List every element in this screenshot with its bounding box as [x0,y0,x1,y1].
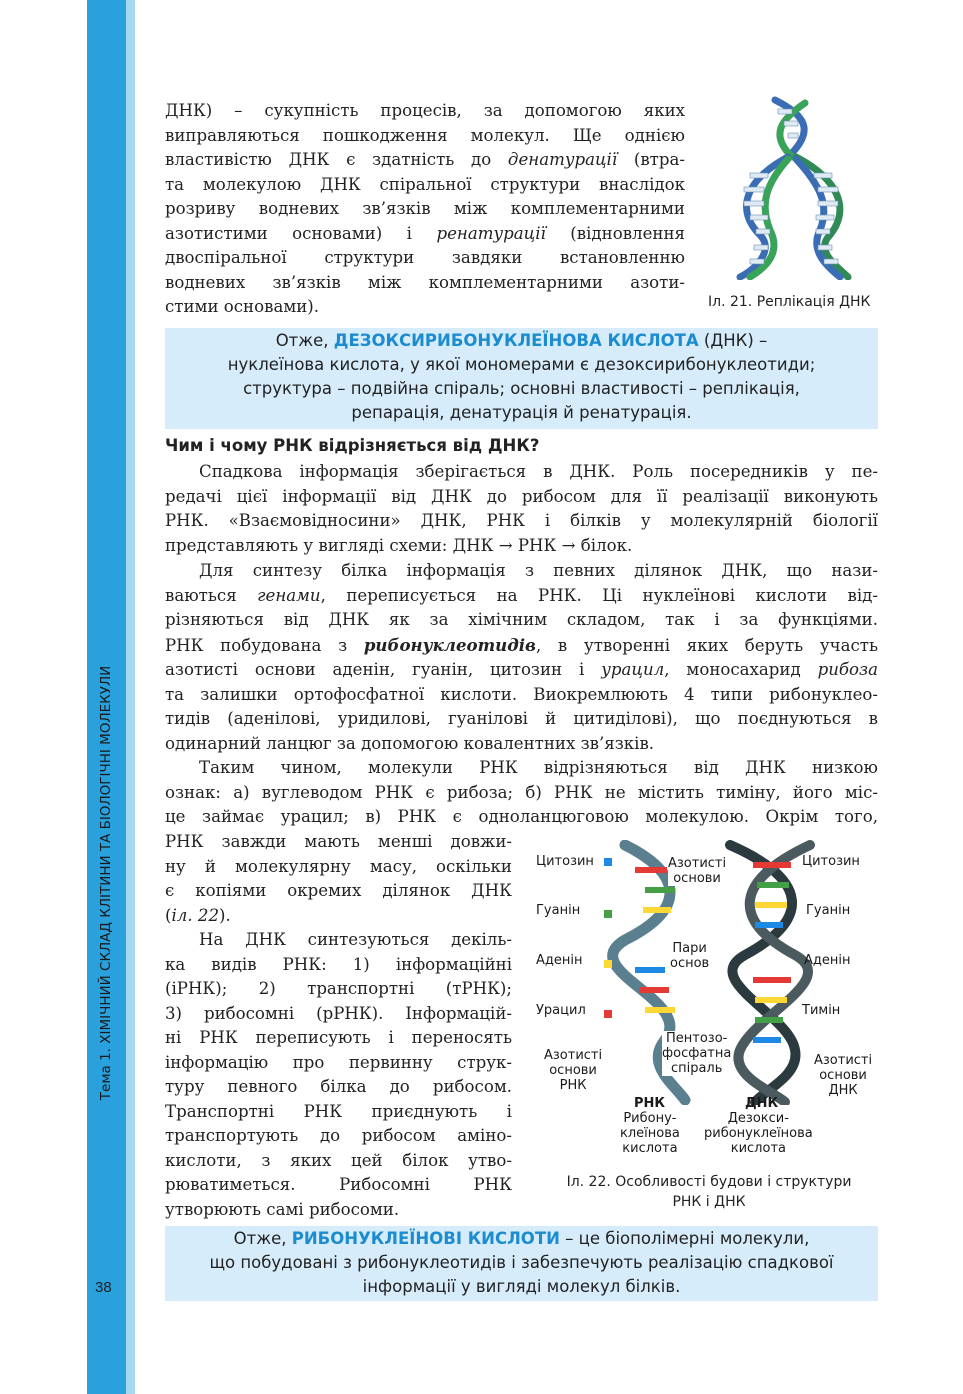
topic-title: Тема 1. ХІМІЧНИЙ СКЛАД КЛІТИНИ ТА БІОЛОГІЧНІ МОЛЕКУЛИ [98,665,114,1101]
rna-description: Рибону- клеїнова кислота [620,1111,680,1156]
rna-base-guanine: Гуанін [536,903,581,918]
guanine-color-icon [604,910,612,918]
paragraph-3-continued: РНК завжди мають менші довжи- ну й молекулярну масу, оскільки є копіями окремих ділянок ДНК (іл. 22). [165,832,512,925]
dna-bases-note: Азотисті основи ДНК [814,1053,873,1098]
fig22-caption: Іл. 22. Особливості будови і структури РНК і ДНК [566,1174,852,1210]
page-number: 38 [95,1279,112,1296]
dna-base-adenine: Аденін [804,953,851,968]
top-paragraph: ДНК) – сукупність процесів, за допомогою яких виправляються пошкодження молекул. Ще однією властивістю ДНК є здатність до денатурації (втра- та молекулою ДНК спіральної структури внаслідок розриву водневих зв’язків між комплементарними азотистими основами) і ренатурації (відновлення двоспіральної структури завдяки встановленню водневих зв’язків між комплементарними азоти- стими основами). [165,101,685,316]
dna-base-guanine: Гуанін [806,903,851,918]
rna-title: РНК [634,1096,666,1111]
label-pentose-phosphate: Пентозо- фосфатна спіраль [662,1031,732,1076]
adenine-color-icon [604,960,612,968]
uracil-color-icon [604,1010,612,1018]
paragraph-1: Спадкова інформація зберігається в ДНК. Роль посередників у пе- редачі цієї інформації від ДНК до рибосом для її реалізації виконують РНК. «Взаємовідносини» ДНК, РНК і білків у молекулярній біології представляють у вигляді схеми: ДНК → РНК → білок. [165,462,878,555]
dna-base-cytosine: Цитозин [802,854,860,869]
label-base-pairs: Пари основ [670,941,710,971]
dna-replication-figure [730,95,860,280]
rna-base-cytosine: Цитозин [536,854,594,869]
summary-box-dna: Отже, ДЕЗОКСИРИБОНУКЛЕЇНОВА КИСЛОТА (ДНК) – нуклеїнова кислота, у якої мономерами є дезоксирибонуклеотиди; структура – подвійна спіраль; основні властивості – реплікація, репарація, денатурація й ренатурація. [165,328,878,429]
term-rna: РИБОНУКЛЕЇНОВІ КИСЛОТИ [291,1229,560,1248]
summary-box-rna: Отже, РИБОНУКЛЕЇНОВІ КИСЛОТИ – це біополімерні молекули, що побудовані з рибонуклеотидів і забезпечують реалізацію спадкової інформації у вигляді молекул білків. [165,1226,878,1301]
rna-base-uracil: Урацил [536,1003,586,1018]
paragraph-2: Для синтезу білка інформація з певних ділянок ДНК, що нази- ваються генами, переписується на РНК. Ці нуклеїнові кислоти від- різняються від ДНК як за хімічним складом, так і за функціями. РНК побудована з рибонуклеотидів, в утворенні яких беруть участь азотисті основи аденін, гуанін, цитозин і урацил, моносахарид рибоза та залишки ортофосфатної кислоти. Виокремлюють 4 типи рибонуклео- тидів (аденілові, уридилові, гуанілові й цитиділові), що поєднуються в одинарний ланцюг за допомогою ковалентних зв’язків. [165,561,879,753]
dna-title: ДНК [745,1096,779,1111]
dna-description: Дезокси- рибонуклеїнова кислота [704,1111,813,1156]
label-nitrogen-bases: Азотисті основи [668,856,727,886]
sidebar-band-light [126,0,135,1394]
term-dna: ДЕЗОКСИРИБОНУКЛЕЇНОВА КИСЛОТА [333,331,699,350]
paragraph-3: Таким чином, молекули РНК відрізняються від ДНК низкою ознак: а) вуглеводом РНК є рибоза; б) РНК не містить тиміну, його міс- це займає урацил; в) РНК є одноланцюговою молекулою. Окрім того, [165,758,878,826]
rna-bases-note: Азотисті основи РНК [544,1048,603,1093]
rna-base-adenine: Аденін [536,953,583,968]
fig21-caption: Іл. 21. Реплікація ДНК [708,294,871,310]
cytosine-color-icon [604,858,612,866]
section-heading: Чим і чому РНК відрізняється від ДНК? [165,436,540,455]
dna-base-thymine: Тимін [802,1003,841,1018]
paragraph-4: На ДНК синтезуються декіль- ка видів РНК: 1) інформаційні (іРНК); 2) транспортні (тРНК); 3) рибосомні (рРНК). Інформацій- ні РНК переписують і переносять інформацію про первинну струк- туру певного білка до рибосом. Транспортні РНК приєднують і транспортують до рибосом аміно- кислоти, з яких цей білок утво- рюватиметься. Рибосомні РНК утворюють самі рибосоми. [165,930,512,1219]
